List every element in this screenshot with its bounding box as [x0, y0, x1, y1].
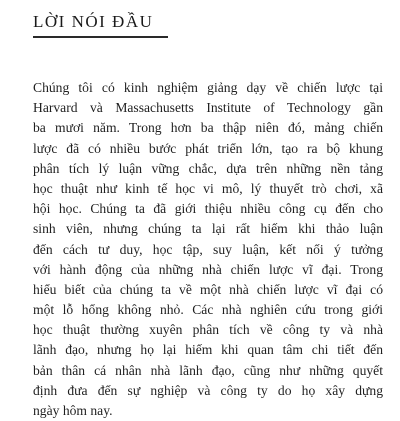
paragraph-line: đến cách tư duy, học tập, suy luận, kết nối ý tưởng — [33, 241, 383, 257]
heading-underline — [33, 36, 168, 38]
chapter-heading: LỜI NÓI ĐẦU — [33, 12, 154, 31]
preface-paragraph — [33, 78, 383, 421]
paragraph-line: Harvard và Massachusetts Institute of Technology gần — [33, 100, 383, 116]
paragraph-line: học thuật thường xuyên phân tích về công ty và nhà — [33, 322, 383, 338]
paragraph-line: ba mươi năm. Trong hơn ba thập niên đó, mảng chiến — [33, 120, 383, 136]
paragraph-line: lược đã có nhiều bước phát triển lớn, tạo ra bộ khung — [33, 140, 383, 156]
paragraph-line: hội học. Chúng ta đã giới thiệu nhiều công cụ đến cho — [33, 201, 383, 217]
paragraph-line: sinh viên, nhưng chúng ta lại rất hiếm khi thảo luận — [33, 221, 383, 237]
paragraph-line: một lỗ hổng không nhỏ. Các nhà nghiên cứu trong giới — [33, 302, 383, 318]
paragraph-line: lãnh đạo, nhưng họ lại hiếm khi quan tâm chi tiết đến — [33, 342, 383, 358]
paragraph-line: phân tích lý luận vững chắc, dựa trên những nền tảng — [33, 160, 383, 176]
paragraph-line: định đưa đến sự nghiệp và công ty do họ xây dựng — [33, 382, 383, 398]
paragraph-line: ngày hôm nay. — [33, 403, 113, 418]
paragraph-line: hiểu biết của chúng ta về một nhà chiến lược vĩ đại có — [33, 281, 383, 297]
paragraph-line: Chúng tôi có kinh nghiệm giảng dạy về chiến lược tại — [33, 80, 383, 95]
paragraph-line: bản thân cá nhân nhà lãnh đạo, cũng như những quyết — [33, 362, 383, 378]
paragraph-line: với hành động của những nhà chiến lược vĩ đại. Trong — [33, 261, 383, 277]
paragraph-line: học thuật như kinh tế học vi mô, lý thuyết trò chơi, xã — [33, 180, 383, 196]
